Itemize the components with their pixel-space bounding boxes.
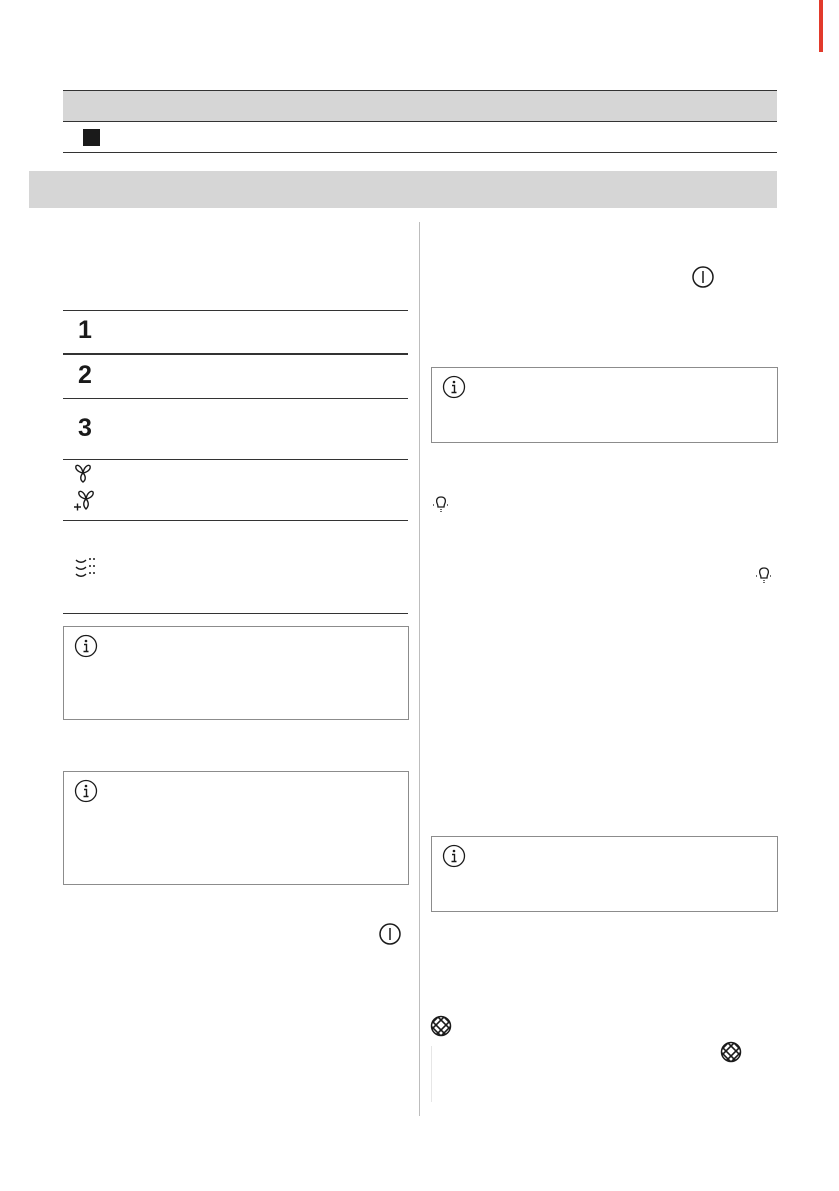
info-note <box>63 771 409 885</box>
light-icon <box>753 565 775 587</box>
fan-icon <box>73 463 93 485</box>
black-square-icon <box>83 129 100 146</box>
info-icon <box>74 779 98 803</box>
table-rule <box>63 613 408 614</box>
info-icon <box>74 634 98 658</box>
column-divider <box>419 222 420 1116</box>
power-icon <box>691 265 715 289</box>
light-icon <box>430 494 452 516</box>
table-rule <box>63 353 408 355</box>
info-note <box>63 626 409 720</box>
page-edge-mark <box>819 0 823 52</box>
top-table-row <box>63 122 777 153</box>
faint-rule <box>431 1046 432 1102</box>
row-number-3: 3 <box>78 414 92 442</box>
grease-filter-icon <box>720 1041 742 1063</box>
top-table-header <box>63 90 777 122</box>
fan-boost-icon <box>73 490 95 514</box>
table-rule <box>63 520 408 521</box>
info-icon <box>442 375 466 399</box>
power-icon <box>378 922 402 946</box>
info-note <box>431 367 778 443</box>
row-number-2: 2 <box>78 361 92 389</box>
info-note <box>431 836 778 912</box>
grease-filter-icon <box>430 1015 452 1037</box>
table-rule <box>63 398 408 399</box>
top-table <box>63 90 777 153</box>
info-icon <box>442 844 466 868</box>
section-header-band <box>29 171 777 208</box>
table-rule <box>63 459 408 460</box>
breeze-icon <box>74 556 98 580</box>
table-rule <box>63 310 408 311</box>
row-number-1: 1 <box>78 316 92 344</box>
